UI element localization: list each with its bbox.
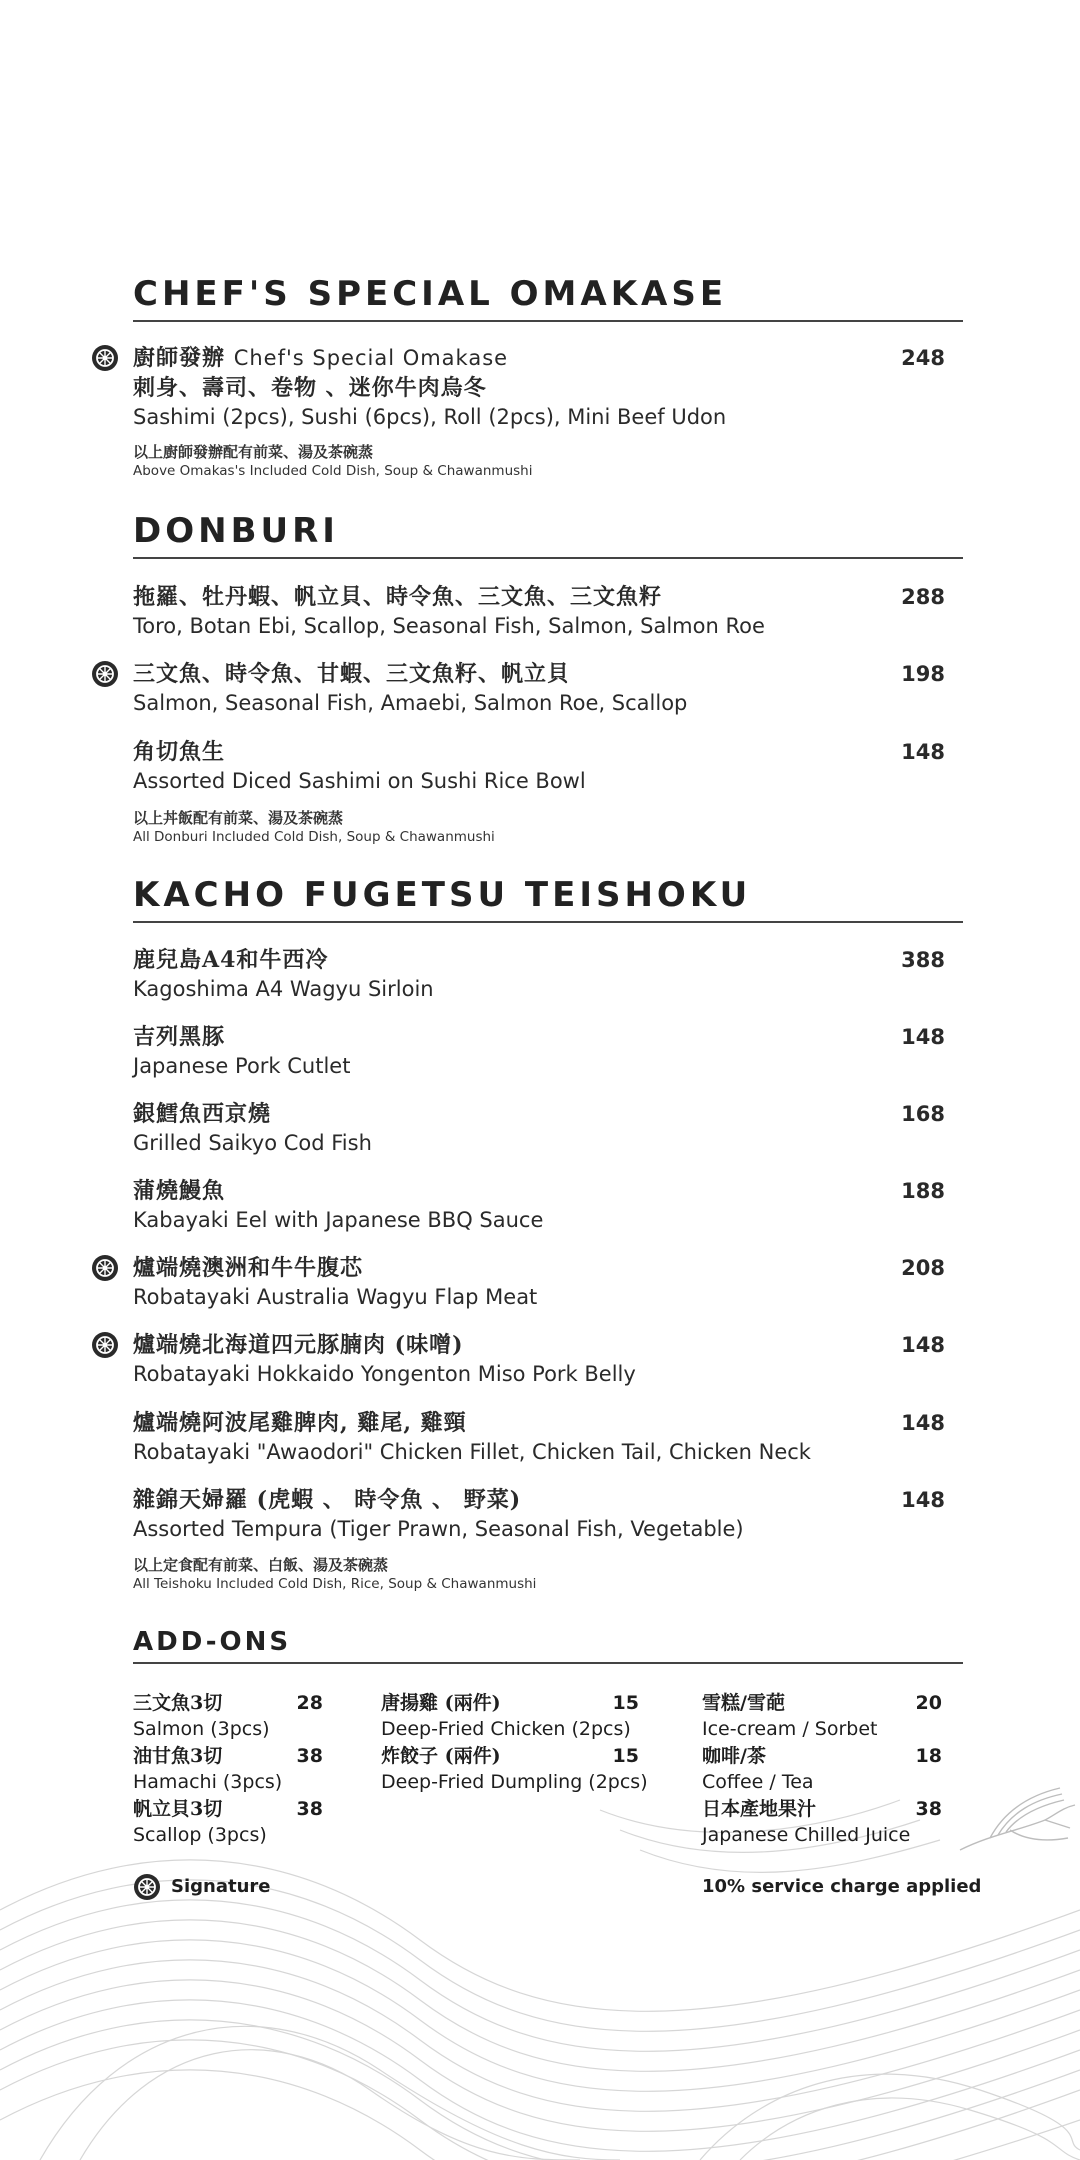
section-divider <box>133 320 963 322</box>
section-title-addons: ADD-ONS <box>133 1627 292 1657</box>
item-name-en: Robatayaki Hokkaido Yongenton Miso Pork Belly <box>133 1362 636 1386</box>
item-name-en: Chef's Special Omakase <box>233 346 509 370</box>
addon-name-en: Deep-Fried Chicken (2pcs) <box>381 1718 631 1740</box>
item-price: 208 <box>901 1256 945 1280</box>
section-divider <box>133 1662 963 1664</box>
addon-price: 20 <box>915 1692 942 1714</box>
item-price: 198 <box>901 662 945 686</box>
menu-item-donburi-3 <box>133 737 945 796</box>
addon-item <box>133 1744 323 1797</box>
item-price: 248 <box>901 346 945 370</box>
addon-item <box>133 1797 323 1850</box>
addon-item <box>702 1691 942 1744</box>
note-zh: 以上丼飯配有前菜、湯及茶碗蒸 <box>133 809 344 827</box>
item-name-en: Assorted Diced Sashimi on Sushi Rice Bowl <box>133 769 586 793</box>
addon-price: 38 <box>296 1745 323 1767</box>
note-en: All Teishoku Included Cold Dish, Rice, Soup & Chawanmushi <box>133 1576 537 1592</box>
addon-item <box>381 1691 639 1744</box>
addons-column-2 <box>381 1691 648 1797</box>
menu-item-teishoku-1 <box>133 945 945 1004</box>
addon-price: 38 <box>915 1798 942 1820</box>
item-name-zh: 蒲燒鰻魚 <box>133 1178 226 1204</box>
menu-item-teishoku-2 <box>133 1022 945 1081</box>
addon-item <box>381 1744 648 1797</box>
section-title-donburi: DONBURI <box>133 511 339 551</box>
menu-item-teishoku-8 <box>133 1485 945 1544</box>
item-name-en: Japanese Pork Cutlet <box>133 1054 351 1078</box>
item-price: 288 <box>901 585 945 609</box>
addon-name-en: Japanese Chilled Juice <box>702 1824 911 1846</box>
signature-wheel-icon <box>91 1254 119 1282</box>
service-charge-note: 10% service charge applied <box>702 1876 982 1897</box>
item-name-en: Toro, Botan Ebi, Scallop, Seasonal Fish, Salmon, Salmon Roe <box>133 614 765 638</box>
item-name-zh: 爐端燒澳洲和牛牛腹芯 <box>133 1255 364 1281</box>
item-name-zh: 三文魚、時令魚、甘蝦、三文魚籽、帆立貝 <box>133 661 571 687</box>
menu-item-donburi-2 <box>133 659 945 718</box>
menu-item-teishoku-3 <box>133 1099 945 1158</box>
section-title-omakase: CHEF'S SPECIAL OMAKASE <box>133 274 728 314</box>
addon-price: 38 <box>296 1798 323 1820</box>
item-name-en: Salmon, Seasonal Fish, Amaebi, Salmon Roe, Scallop <box>133 691 688 715</box>
addon-price: 18 <box>915 1745 942 1767</box>
item-name-en: Kagoshima A4 Wagyu Sirloin <box>133 977 434 1001</box>
note-zh: 以上廚師發辦配有前菜、湯及茶碗蒸 <box>133 443 374 461</box>
menu-item-donburi-1 <box>133 582 945 641</box>
item-desc-zh: 刺身、壽司、卷物 、迷你牛肉烏冬 <box>133 375 487 401</box>
item-price: 168 <box>901 1102 945 1126</box>
item-price: 148 <box>901 1411 945 1435</box>
item-price: 148 <box>901 1333 945 1357</box>
signature-wheel-icon <box>133 1873 161 1901</box>
signature-wheel-icon <box>91 1331 119 1359</box>
note-zh: 以上定食配有前菜、白飯、湯及茶碗蒸 <box>133 1556 389 1574</box>
signature-label: Signature <box>171 1876 271 1897</box>
omakase-section <box>133 274 963 322</box>
item-name-en: Robatayaki "Awaodori" Chicken Fillet, Chicken Tail, Chicken Neck <box>133 1440 811 1464</box>
item-name-zh: 拖羅、牡丹蝦、帆立貝、時令魚、三文魚、三文魚籽 <box>133 584 663 610</box>
item-price: 188 <box>901 1179 945 1203</box>
crane-icon <box>950 1780 1080 1870</box>
menu-item-teishoku-7 <box>133 1408 945 1467</box>
item-name-en: Robatayaki Australia Wagyu Flap Meat <box>133 1285 538 1309</box>
teishoku-section <box>133 875 963 923</box>
addons-column-1 <box>133 1691 323 1850</box>
addon-name-en: Ice-cream / Sorbet <box>702 1718 878 1740</box>
addon-name-zh: 雪糕/雪葩 <box>702 1692 785 1714</box>
addon-name-zh: 炸餃子 (兩件) <box>381 1745 501 1767</box>
addon-name-zh: 帆立貝3切 <box>133 1798 223 1820</box>
addon-name-zh: 日本產地果汁 <box>702 1798 817 1820</box>
item-name-zh: 爐端燒北海道四元豚腩肉 (味噌) <box>133 1332 464 1358</box>
item-name-en: Grilled Saikyo Cod Fish <box>133 1131 372 1155</box>
donburi-section <box>133 511 963 559</box>
note-en: Above Omakas's Included Cold Dish, Soup & Chawanmushi <box>133 463 533 479</box>
omakase-note <box>133 442 945 480</box>
addon-name-zh: 唐揚雞 (兩件) <box>381 1692 501 1714</box>
addon-item <box>133 1691 323 1744</box>
signature-wheel-icon <box>91 660 119 688</box>
addon-price: 15 <box>612 1692 639 1714</box>
menu-item-teishoku-6 <box>133 1330 945 1389</box>
teishoku-note <box>133 1555 945 1593</box>
item-desc-en: Sashimi (2pcs), Sushi (6pcs), Roll (2pcs), Mini Beef Udon <box>133 405 727 429</box>
addons-column-3 <box>702 1691 942 1850</box>
item-name-zh: 廚師發辦 <box>133 345 226 371</box>
addon-name-zh: 咖啡/茶 <box>702 1745 766 1767</box>
item-name-en: Assorted Tempura (Tiger Prawn, Seasonal Fish, Vegetable) <box>133 1517 744 1541</box>
item-price: 148 <box>901 1025 945 1049</box>
addon-name-en: Salmon (3pcs) <box>133 1718 270 1740</box>
addon-price: 28 <box>296 1692 323 1714</box>
item-name-zh: 吉列黑豚 <box>133 1024 226 1050</box>
signature-wheel-icon <box>91 344 119 372</box>
item-price: 148 <box>901 1488 945 1512</box>
addon-name-zh: 三文魚3切 <box>133 1692 223 1714</box>
item-price: 148 <box>901 740 945 764</box>
section-divider <box>133 557 963 559</box>
menu-item-omakase <box>133 343 945 432</box>
addons-section <box>133 1626 963 1664</box>
addon-item <box>702 1744 942 1797</box>
item-name-zh: 銀鱈魚西京燒 <box>133 1101 272 1127</box>
section-divider <box>133 921 963 923</box>
item-name-en: Kabayaki Eel with Japanese BBQ Sauce <box>133 1208 544 1232</box>
addon-item <box>702 1797 942 1850</box>
addon-name-en: Coffee / Tea <box>702 1771 814 1793</box>
note-en: All Donburi Included Cold Dish, Soup & Chawanmushi <box>133 829 495 845</box>
item-name-zh: 鹿兒島A4和牛西冷 <box>133 947 329 973</box>
item-name-zh: 雜錦天婦羅 (虎蝦 、 時令魚 、 野菜) <box>133 1487 522 1513</box>
addon-name-en: Deep-Fried Dumpling (2pcs) <box>381 1771 648 1793</box>
item-name-zh: 角切魚生 <box>133 739 226 765</box>
addon-name-en: Scallop (3pcs) <box>133 1824 267 1846</box>
item-title <box>133 343 945 373</box>
addon-name-en: Hamachi (3pcs) <box>133 1771 283 1793</box>
addon-price: 15 <box>612 1745 639 1767</box>
item-name-zh: 爐端燒阿波尾雞脾肉, 雞尾, 雞頸 <box>133 1410 467 1436</box>
menu-item-teishoku-5 <box>133 1253 945 1312</box>
donburi-note <box>133 808 945 846</box>
menu-item-teishoku-4 <box>133 1176 945 1235</box>
item-price: 388 <box>901 948 945 972</box>
addon-name-zh: 油甘魚3切 <box>133 1745 223 1767</box>
section-title-teishoku: KACHO FUGETSU TEISHOKU <box>133 875 752 915</box>
